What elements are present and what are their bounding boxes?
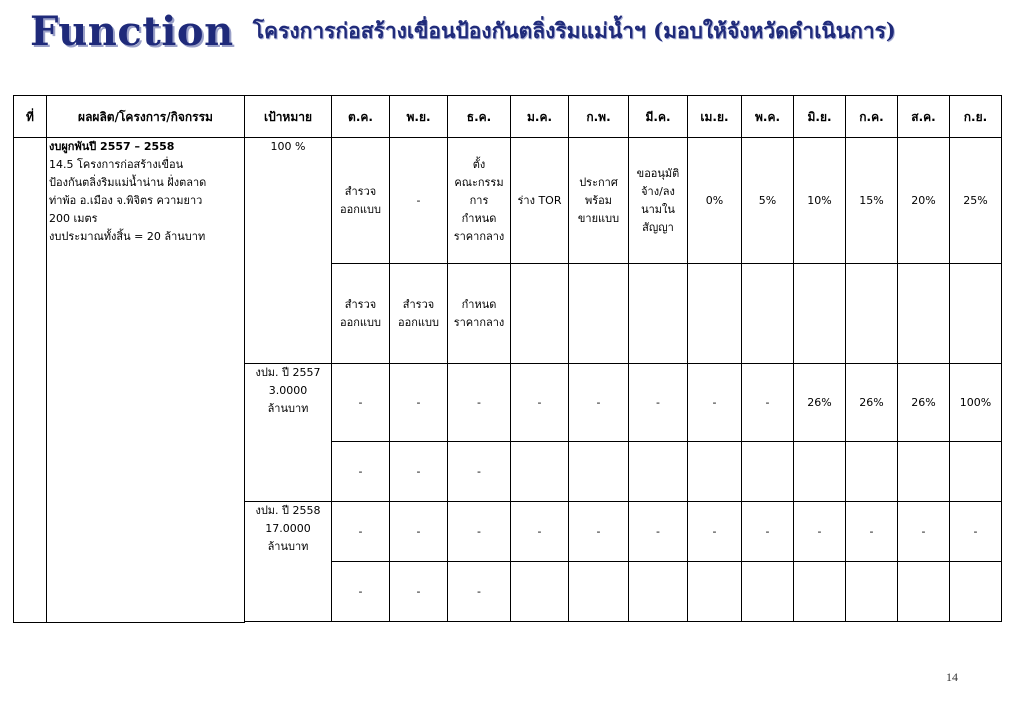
cell-value: -: [332, 502, 390, 562]
cell-value: -: [390, 364, 448, 442]
cell-oct: สำรวจ ออกแบบ: [332, 264, 390, 364]
header-row: [14, 96, 1002, 138]
col-header-nov: พ.ย.: [390, 96, 448, 138]
cell-value: -: [332, 442, 390, 502]
cell-empty: [688, 562, 742, 622]
project-budget-heading: งบผูกพันปี 2557 – 2558: [49, 140, 175, 153]
page-number: 14: [946, 670, 958, 684]
col-header-jun: มิ.ย.: [794, 96, 846, 138]
project-line: 200 เมตร: [49, 212, 98, 225]
cell-nov: -: [390, 138, 448, 264]
col-header-sep: ก.ย.: [950, 96, 1002, 138]
cell-apr: 0%: [688, 138, 742, 264]
cell-empty: [898, 442, 950, 502]
cell-feb: ประกาศ พร้อม ขายแบบ: [569, 138, 629, 264]
cell-value: -: [511, 364, 569, 442]
cell-value: 26%: [794, 364, 846, 442]
cell-empty: [794, 264, 846, 364]
cell-empty: [569, 442, 629, 502]
cell-aug: 20%: [898, 138, 950, 264]
cell-value: 100%: [950, 364, 1002, 442]
col-header-project: ผลผลิต/โครงการ/กิจกรรม: [47, 96, 245, 138]
col-header-may: พ.ค.: [742, 96, 794, 138]
project-line: งบประมาณทั้งสิ้น = 20 ล้านบาท: [49, 230, 206, 243]
col-header-mar: มี.ค.: [629, 96, 688, 138]
cell-value: -: [688, 364, 742, 442]
col-header-target: เป้าหมาย: [245, 96, 332, 138]
title-subtitle: โครงการก่อสร้างเขื่อนป้องกันตลิ่งริมแม่น้ำฯ (มอบให้จังหวัดดำเนินการ): [252, 18, 896, 43]
project-line: 14.5 โครงการก่อสร้างเขื่อน: [49, 158, 184, 171]
cell-may: 5%: [742, 138, 794, 264]
cell-value: -: [742, 364, 794, 442]
cell-value: -: [742, 502, 794, 562]
cell-empty: [846, 442, 898, 502]
cell-value: -: [332, 364, 390, 442]
cell-empty: [950, 442, 1002, 502]
cell-empty: [898, 264, 950, 364]
cell-empty: [569, 562, 629, 622]
row-number-cell: [14, 138, 47, 623]
col-header-jan: ม.ค.: [511, 96, 569, 138]
table-row: [14, 138, 1002, 264]
cell-value: -: [448, 364, 511, 442]
cell-value: -: [448, 562, 511, 622]
cell-empty: [742, 264, 794, 364]
cell-jul: 15%: [846, 138, 898, 264]
cell-jun: 10%: [794, 138, 846, 264]
project-description-cell: [47, 138, 245, 623]
cell-value: 26%: [846, 364, 898, 442]
project-line: ท่าพ้อ อ.เมือง จ.พิจิตร ความยาว: [49, 194, 203, 207]
cell-value: -: [794, 502, 846, 562]
cell-empty: [629, 442, 688, 502]
cell-value: -: [629, 502, 688, 562]
cell-value: -: [846, 502, 898, 562]
cell-empty: [511, 264, 569, 364]
col-header-feb: ก.พ.: [569, 96, 629, 138]
cell-empty: [794, 562, 846, 622]
cell-empty: [688, 442, 742, 502]
target-cell: งปม. ปี 2557 3.0000 ล้านบาท: [245, 364, 332, 502]
cell-dec: ตั้ง คณะกรรม การ กำหนด ราคากลาง: [448, 138, 511, 264]
cell-value: -: [448, 442, 511, 502]
cell-empty: [511, 442, 569, 502]
col-header-dec: ธ.ค.: [448, 96, 511, 138]
cell-value: -: [569, 364, 629, 442]
cell-value: -: [688, 502, 742, 562]
cell-empty: [898, 562, 950, 622]
cell-value: -: [629, 364, 688, 442]
cell-empty: [629, 562, 688, 622]
target-cell: 100 %: [245, 138, 332, 364]
cell-value: -: [390, 562, 448, 622]
cell-empty: [742, 562, 794, 622]
cell-empty: [794, 442, 846, 502]
cell-value: -: [332, 562, 390, 622]
cell-value: -: [511, 502, 569, 562]
cell-value: -: [390, 442, 448, 502]
cell-empty: [688, 264, 742, 364]
cell-value: -: [950, 502, 1002, 562]
schedule-table: [13, 95, 1002, 623]
target-cell: งปม. ปี 2558 17.0000 ล้านบาท: [245, 502, 332, 622]
cell-nov: สำรวจ ออกแบบ: [390, 264, 448, 364]
col-header-oct: ต.ค.: [332, 96, 390, 138]
cell-empty: [950, 562, 1002, 622]
title-main: Function: [30, 8, 234, 55]
cell-dec: กำหนด ราคากลาง: [448, 264, 511, 364]
cell-empty: [846, 264, 898, 364]
cell-empty: [569, 264, 629, 364]
cell-value: -: [898, 502, 950, 562]
cell-empty: [511, 562, 569, 622]
cell-value: -: [448, 502, 511, 562]
cell-empty: [846, 562, 898, 622]
cell-sep: 25%: [950, 138, 1002, 264]
cell-value: -: [569, 502, 629, 562]
cell-jan: ร่าง TOR: [511, 138, 569, 264]
cell-mar: ขออนุมัติ จ้าง/ลง นามใน สัญญา: [629, 138, 688, 264]
project-line: ป้องกันตลิ่งริมแม่น้ำน่าน ฝั่งตลาด: [49, 176, 207, 189]
cell-value: 26%: [898, 364, 950, 442]
col-header-no: ที่: [14, 96, 47, 138]
cell-empty: [950, 264, 1002, 364]
cell-value: -: [390, 502, 448, 562]
slide-title: [30, 8, 1020, 68]
col-header-aug: ส.ค.: [898, 96, 950, 138]
cell-oct: สำรวจ ออกแบบ: [332, 138, 390, 264]
cell-empty: [742, 442, 794, 502]
col-header-apr: เม.ย.: [688, 96, 742, 138]
col-header-jul: ก.ค.: [846, 96, 898, 138]
cell-empty: [629, 264, 688, 364]
